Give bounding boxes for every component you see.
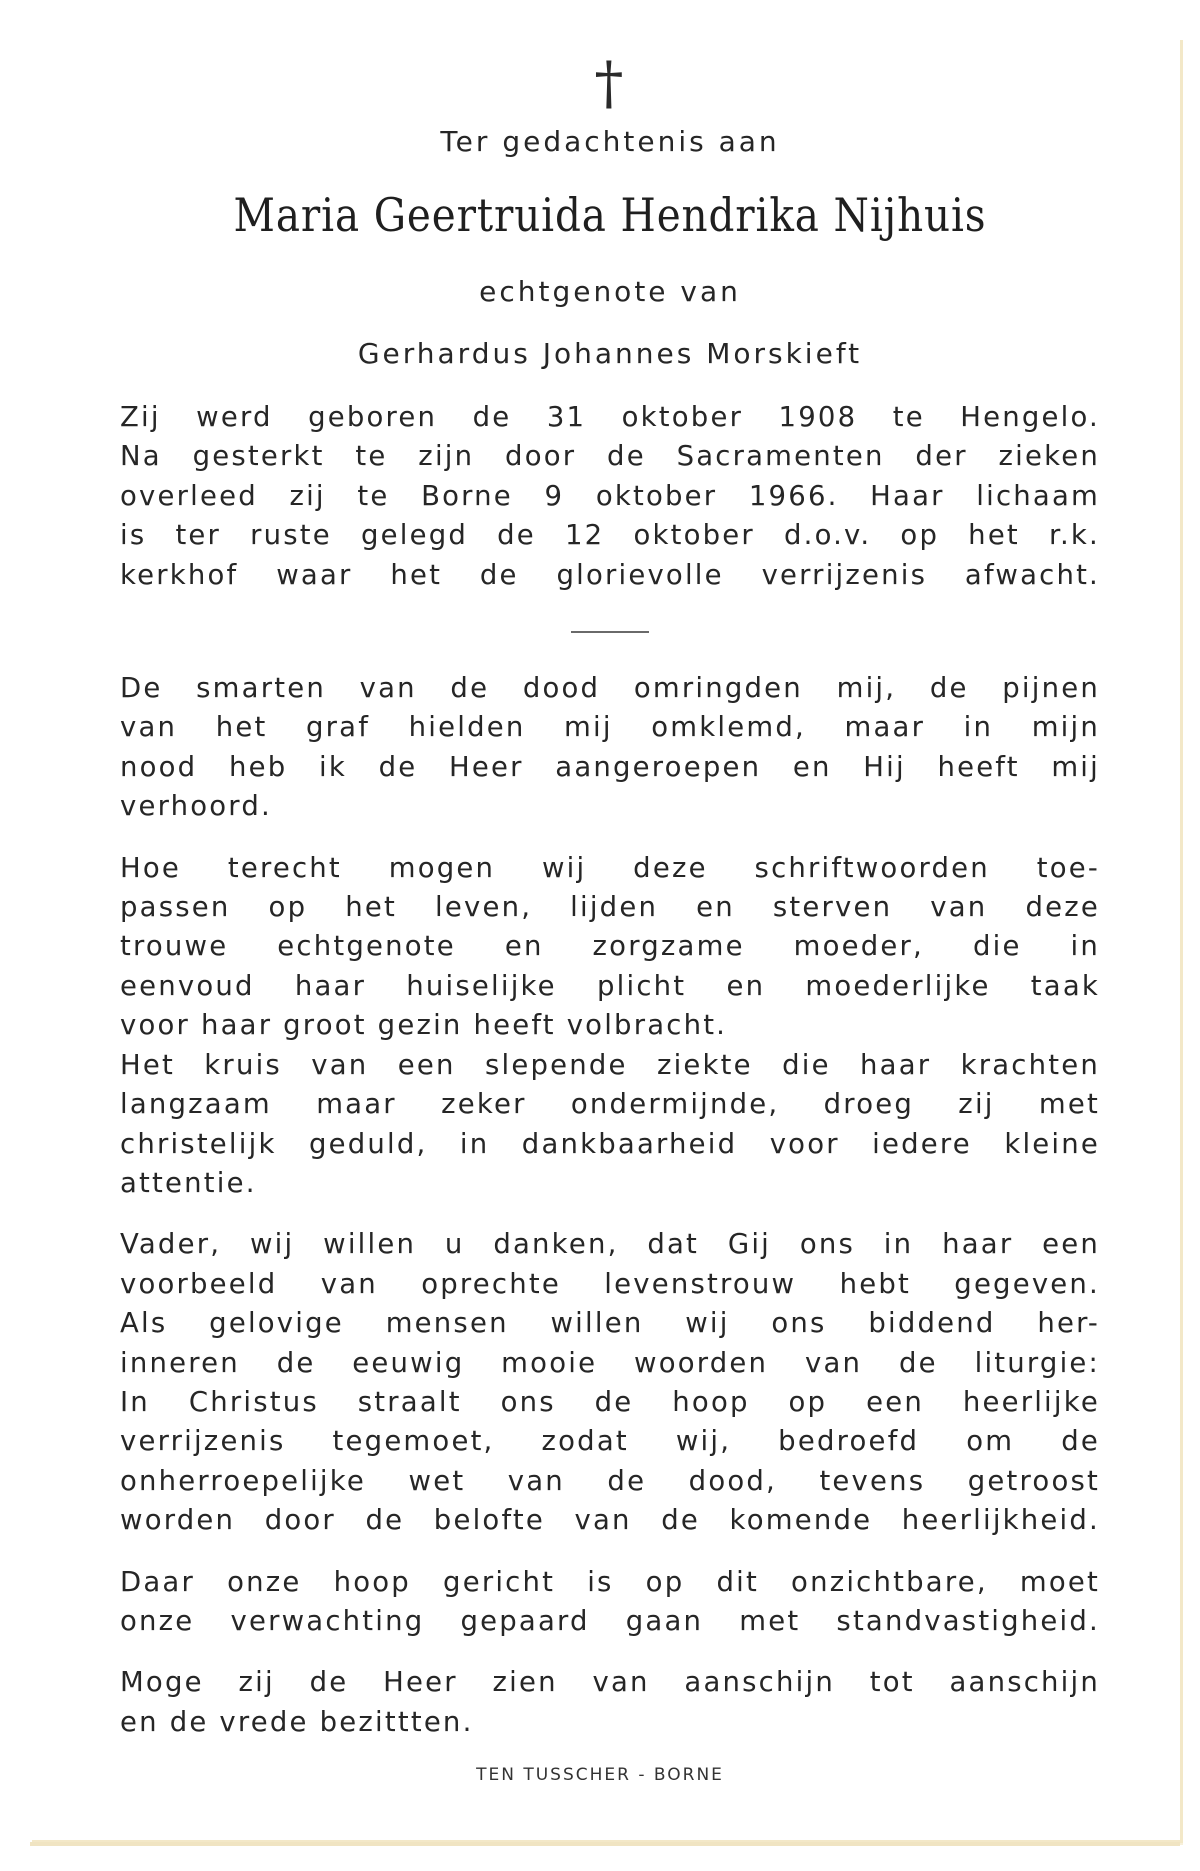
text-line: christelijk geduld, in dankbaarheid voor iedere kleine [120,1127,1100,1160]
text-line: Na gesterkt te zijn door de Sacramenten der zieken [120,440,1100,473]
text-line: verhoord. [120,790,272,823]
text-line: eenvoud haar huiselijke plicht en moederlijke taak [120,969,1100,1002]
prayer-paragraph [120,1225,1100,1540]
text-line: Vader, wij willen u danken, dat Gij ons in haar een [120,1228,1100,1261]
hope-paragraph [120,1563,1100,1642]
text-line: overleed zij te Borne 9 oktober 1966. Haar lichaam [120,479,1100,512]
text-line: Moge zij de Heer zien van aanschijn tot aanschijn [120,1666,1100,1699]
text-line: verrijzenis tegemoet, zodat wij, bedroefd om de [120,1425,1100,1458]
text-line: passen op het leven, lijden en sterven van deze [120,891,1100,924]
text-line: nood heb ik de Heer aangeroepen en Hij heeft mij [120,750,1100,783]
text-line: is ter ruste gelegd de 12 oktober d.o.v. op het r.k. [120,519,1100,552]
biography-paragraph [120,398,1100,595]
in-memory-heading: Ter gedachtenis aan [440,125,780,158]
text-line: Hoe terecht mogen wij deze schriftwoorden toe- [120,851,1100,884]
text-line: De smarten van de dood omringden mij, de pijnen [120,672,1100,705]
text-line: worden door de belofte van de komende heerlijkheid. [120,1504,1100,1537]
printer-imprint: TEN TUSSCHER - BORNE [476,1765,724,1785]
spouse-name: Gerhardus Johannes Morskieft [357,337,863,370]
tribute-paragraph [120,849,1100,1046]
text-line: van het graf hielden mij omklemd, maar in mijn [120,711,1100,744]
cross-icon: † [594,49,626,117]
text-line: onherroepelijke wet van de dood, tevens getroost [120,1464,1100,1497]
text-line: inneren de eeuwig mooie woorden van de liturgie: [120,1346,1100,1379]
text-line: Daar onze hoop gericht is op dit onzichtbare, moet [120,1565,1100,1598]
text-line: attentie. [120,1166,257,1199]
illness-paragraph [120,1046,1100,1204]
card-content [120,48,1100,1742]
text-line: trouwe echtgenote en zorgzame moeder, die in [120,930,1100,963]
text-line: voorbeeld van oprechte levenstrouw hebt gegeven. [120,1267,1100,1300]
divider [571,631,649,633]
scripture-paragraph [120,669,1100,827]
text-line: langzaam maar zeker ondermijnde, droeg zij met [120,1088,1100,1121]
text-line: In Christus straalt ons de hoop op een heerlijke [120,1385,1100,1418]
text-line: Als gelovige mensen willen wij ons biddend her- [120,1307,1100,1340]
card-bottom-edge [30,1842,1180,1846]
spouse-of-label: echtgenote van [479,275,741,308]
deceased-name: Maria Geertruida Hendrika Nijhuis [233,188,987,242]
text-line: voor haar groot gezin heeft volbracht. [120,1009,728,1042]
text-line: Zij werd geboren de 31 oktober 1908 te Hengelo. [120,401,1100,433]
text-line: en de vrede bezittten. [120,1705,474,1738]
text-line: Het kruis van een slepende ziekte die haar krachten [120,1048,1100,1081]
text-line: kerkhof waar het de glorievolle verrijzenis afwacht. [120,558,1100,591]
closing-paragraph [120,1663,1100,1742]
text-line: onze verwachting gepaard gaan met standvastigheid. [120,1604,1100,1637]
